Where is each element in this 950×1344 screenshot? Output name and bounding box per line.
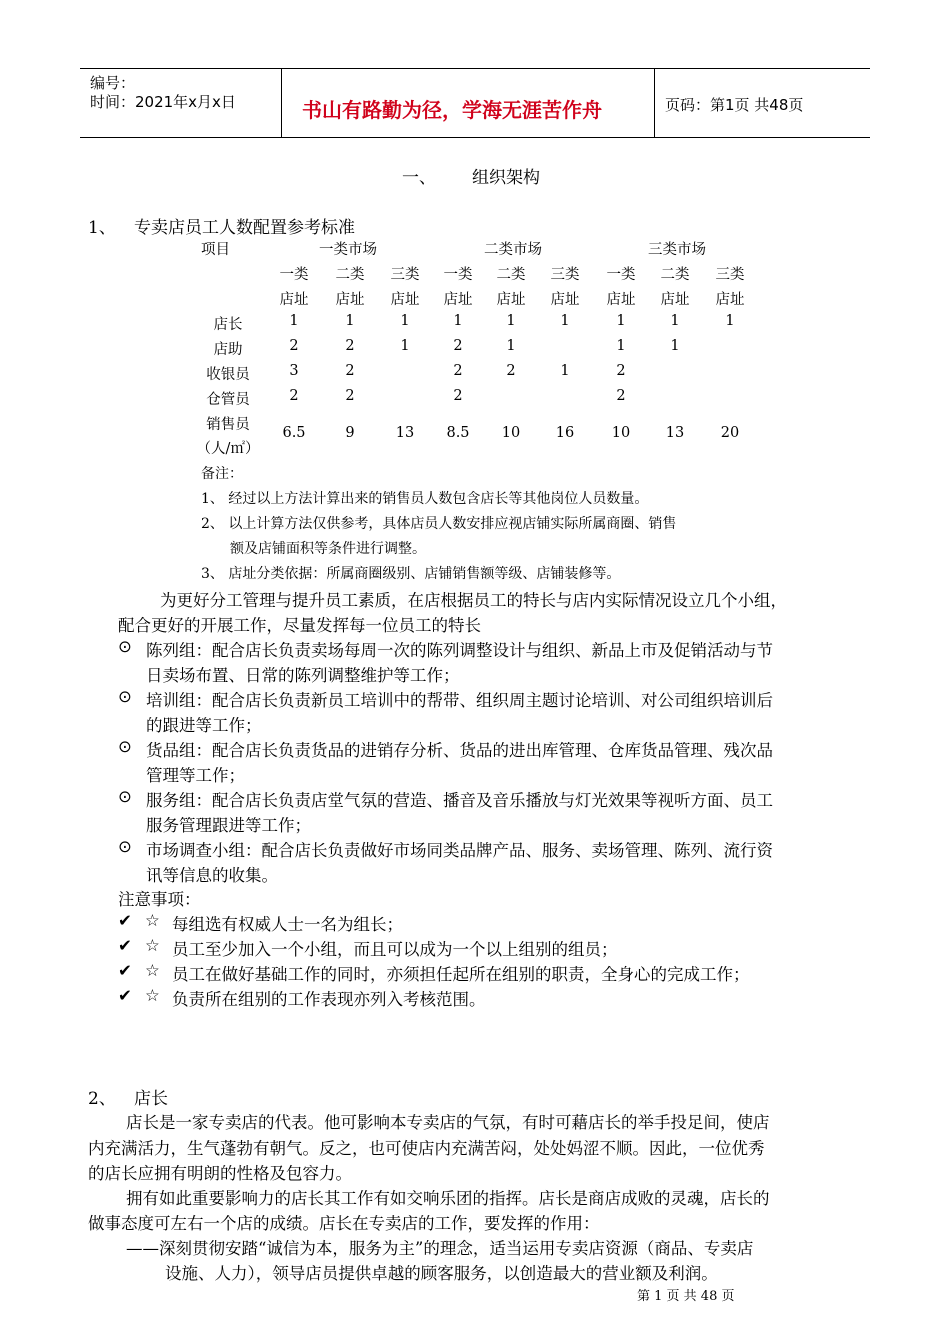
row-label: 销售员	[206, 417, 250, 433]
column-header: 店址	[660, 292, 690, 308]
attention-item: 负责所在组别的工作表现亦列入考核范围。	[172, 990, 486, 1009]
column-header: 三类	[715, 267, 745, 283]
table-cell: 20	[720, 425, 740, 441]
column-header: 一类	[606, 267, 636, 283]
table-corner-label: 项目	[201, 242, 230, 258]
column-header: 二类	[335, 267, 365, 283]
column-header: 店址	[279, 292, 309, 308]
circled-dot-icon: ⊙	[118, 737, 132, 756]
column-header: 三类	[390, 267, 420, 283]
attention-item: 每组选有权威人士一名为组长；	[172, 915, 403, 934]
table-cell: 1	[616, 313, 626, 329]
note-item: 额及店铺面积等条件进行调整。	[230, 541, 426, 557]
star-icon: ☆	[145, 911, 160, 930]
table-cell: 2	[289, 338, 299, 354]
group-item-line: 的跟进等工作；	[146, 716, 262, 735]
section-number: 2、	[88, 1089, 116, 1109]
table-cell: 1	[289, 313, 299, 329]
note-item: 3、 店址分类依据：所属商圈级别、店铺销售额等级、店铺装修等。	[201, 566, 621, 582]
notes-title: 备注：	[201, 466, 243, 482]
page-header	[80, 68, 870, 138]
note-item: 2、 以上计算方法仅供参考，具体店员人数安排应视店铺实际所属商圈、销售	[201, 516, 677, 532]
table-cell: 1	[506, 313, 516, 329]
attention-item: 员工在做好基础工作的同时，亦须担任起所在组别的职责，全身心的完成工作；	[172, 965, 750, 984]
table-cell: 1	[670, 338, 680, 354]
star-icon: ☆	[145, 936, 160, 955]
table-cell: 2	[345, 338, 355, 354]
table-cell: 2	[345, 363, 355, 379]
table-cell: 2	[345, 388, 355, 404]
intro-line: 配合更好的开展工作，尽量发挥每一位员工的特长	[118, 616, 481, 635]
table-cell: 1	[506, 338, 516, 354]
doc-time-label: 时间：2021年x月x日	[90, 93, 236, 111]
table-cell: 1	[560, 313, 570, 329]
column-header: 一类	[443, 267, 473, 283]
table-cell: 1	[560, 363, 570, 379]
column-header: 店址	[496, 292, 526, 308]
circled-dot-icon: ⊙	[118, 837, 132, 856]
column-header: 店址	[550, 292, 580, 308]
row-label: 收银员	[206, 367, 250, 383]
paragraph-line: 内充满活力，生气蓬勃有朝气。反之，也可使店内充满苦闷，处处妈涩不顺。因此，一位优秀	[88, 1139, 765, 1158]
table-cell: 3	[289, 363, 299, 379]
market-header: 三类市场	[648, 242, 706, 258]
column-header: 店址	[715, 292, 745, 308]
page-footer: 第 1 页 共 48 页	[637, 1289, 735, 1304]
check-icon: ✔	[118, 961, 132, 980]
row-label: 店长	[213, 317, 243, 333]
table-cell: 16	[555, 425, 575, 441]
chapter-number: 一、	[402, 168, 436, 188]
group-item-line: 管理等工作；	[146, 766, 245, 785]
table-cell: 2	[289, 388, 299, 404]
table-cell: 1	[400, 338, 410, 354]
header-motto: 书山有路勤为径，学海无涯苦作舟	[302, 98, 602, 122]
column-header: 店址	[606, 292, 636, 308]
group-item-line: 日卖场布置、日常的陈列调整维护等工作；	[146, 666, 460, 685]
table-cell: 1	[400, 313, 410, 329]
paragraph-line: 拥有如此重要影响力的店长其工作有如交响乐团的指挥。店长是商店成败的灵魂，店长的	[126, 1189, 770, 1208]
table-cell: 2	[616, 388, 626, 404]
section-title: 店长	[134, 1089, 168, 1109]
table-cell: 2	[453, 338, 463, 354]
market-header: 二类市场	[484, 242, 542, 258]
paragraph-line: 做事态度可左右一个店的成绩。店长在专卖店的工作，要发挥的作用：	[88, 1214, 600, 1233]
table-cell: 9	[345, 425, 355, 441]
table-cell: 13	[665, 425, 685, 441]
table-cell: 13	[395, 425, 415, 441]
star-icon: ☆	[145, 986, 160, 1005]
paragraph-line: 的店长应拥有明朗的性格及包容力。	[88, 1164, 352, 1183]
row-label: 仓管员	[206, 392, 250, 408]
market-header: 一类市场	[319, 242, 377, 258]
section-title: 专卖店员工人数配置参考标准	[134, 218, 355, 238]
attention-title: 注意事项：	[118, 890, 201, 909]
doc-code-label: 编号：	[90, 74, 136, 92]
group-item-line: 服务组：配合店长负责店堂气氛的营造、播音及音乐播放与灯光效果等视听方面、员工	[146, 791, 773, 810]
column-header: 一类	[279, 267, 309, 283]
note-item: 1、 经过以上方法计算出来的销售员人数包含店长等其他岗位人员数量。	[201, 491, 649, 507]
table-cell: 6.5	[282, 425, 306, 441]
page-number-label: 页码：第1页 共48页	[665, 96, 804, 114]
column-header: 店址	[443, 292, 473, 308]
table-cell: 1	[345, 313, 355, 329]
header-divider	[654, 69, 655, 137]
column-header: 三类	[550, 267, 580, 283]
table-cell: 2	[616, 363, 626, 379]
table-cell: 2	[453, 363, 463, 379]
table-cell: 1	[670, 313, 680, 329]
paragraph-line: 店长是一家专卖店的代表。他可影响本专卖店的气氛，有时可藉店长的举手投足间，使店	[126, 1113, 770, 1132]
circled-dot-icon: ⊙	[118, 787, 132, 806]
attention-item: 员工至少加入一个小组，而且可以成为一个以上组别的组员；	[172, 940, 618, 959]
column-header: 二类	[660, 267, 690, 283]
column-header: 二类	[496, 267, 526, 283]
check-icon: ✔	[118, 911, 132, 930]
group-item-line: 培训组：配合店长负责新员工培训中的帮带、组织周主题讨论培训、对公司组织培训后	[146, 691, 773, 710]
star-icon: ☆	[145, 961, 160, 980]
circled-dot-icon: ⊙	[118, 637, 132, 656]
paragraph-line: 设施、人力），领导店员提供卓越的顾客服务，以创造最大的营业额及利润。	[165, 1264, 718, 1283]
intro-line: 为更好分工管理与提升员工素质，在店根据员工的特长与店内实际情况设立几个小组，	[160, 591, 787, 610]
section-number: 1、	[88, 218, 116, 238]
chapter-title: 组织架构	[472, 168, 540, 188]
group-item-line: 讯等信息的收集。	[146, 866, 278, 885]
table-cell: 2	[453, 388, 463, 404]
check-icon: ✔	[118, 986, 132, 1005]
paragraph-line: ——深刻贯彻安踏“诚信为本，服务为主”的理念，适当运用专卖店资源（商品、专卖店	[126, 1239, 754, 1258]
group-item-line: 服务管理跟进等工作；	[146, 816, 311, 835]
table-cell: 2	[506, 363, 516, 379]
table-cell: 1	[725, 313, 735, 329]
group-item-line: 市场调查小组：配合店长负责做好市场同类品牌产品、服务、卖场管理、陈列、流行资	[146, 841, 773, 860]
table-cell: 1	[453, 313, 463, 329]
column-header: 店址	[390, 292, 420, 308]
row-label-unit: （人/㎡）	[196, 441, 260, 457]
header-divider	[281, 69, 282, 137]
table-cell: 1	[616, 338, 626, 354]
check-icon: ✔	[118, 936, 132, 955]
table-cell: 10	[611, 425, 631, 441]
circled-dot-icon: ⊙	[118, 687, 132, 706]
group-item-line: 陈列组：配合店长负责卖场每周一次的陈列调整设计与组织、新品上市及促销活动与节	[146, 641, 773, 660]
column-header: 店址	[335, 292, 365, 308]
group-item-line: 货品组：配合店长负责货品的进销存分析、货品的进出库管理、仓库货品管理、残次品	[146, 741, 773, 760]
table-cell: 10	[501, 425, 521, 441]
row-label: 店助	[213, 342, 243, 358]
table-cell: 8.5	[446, 425, 470, 441]
